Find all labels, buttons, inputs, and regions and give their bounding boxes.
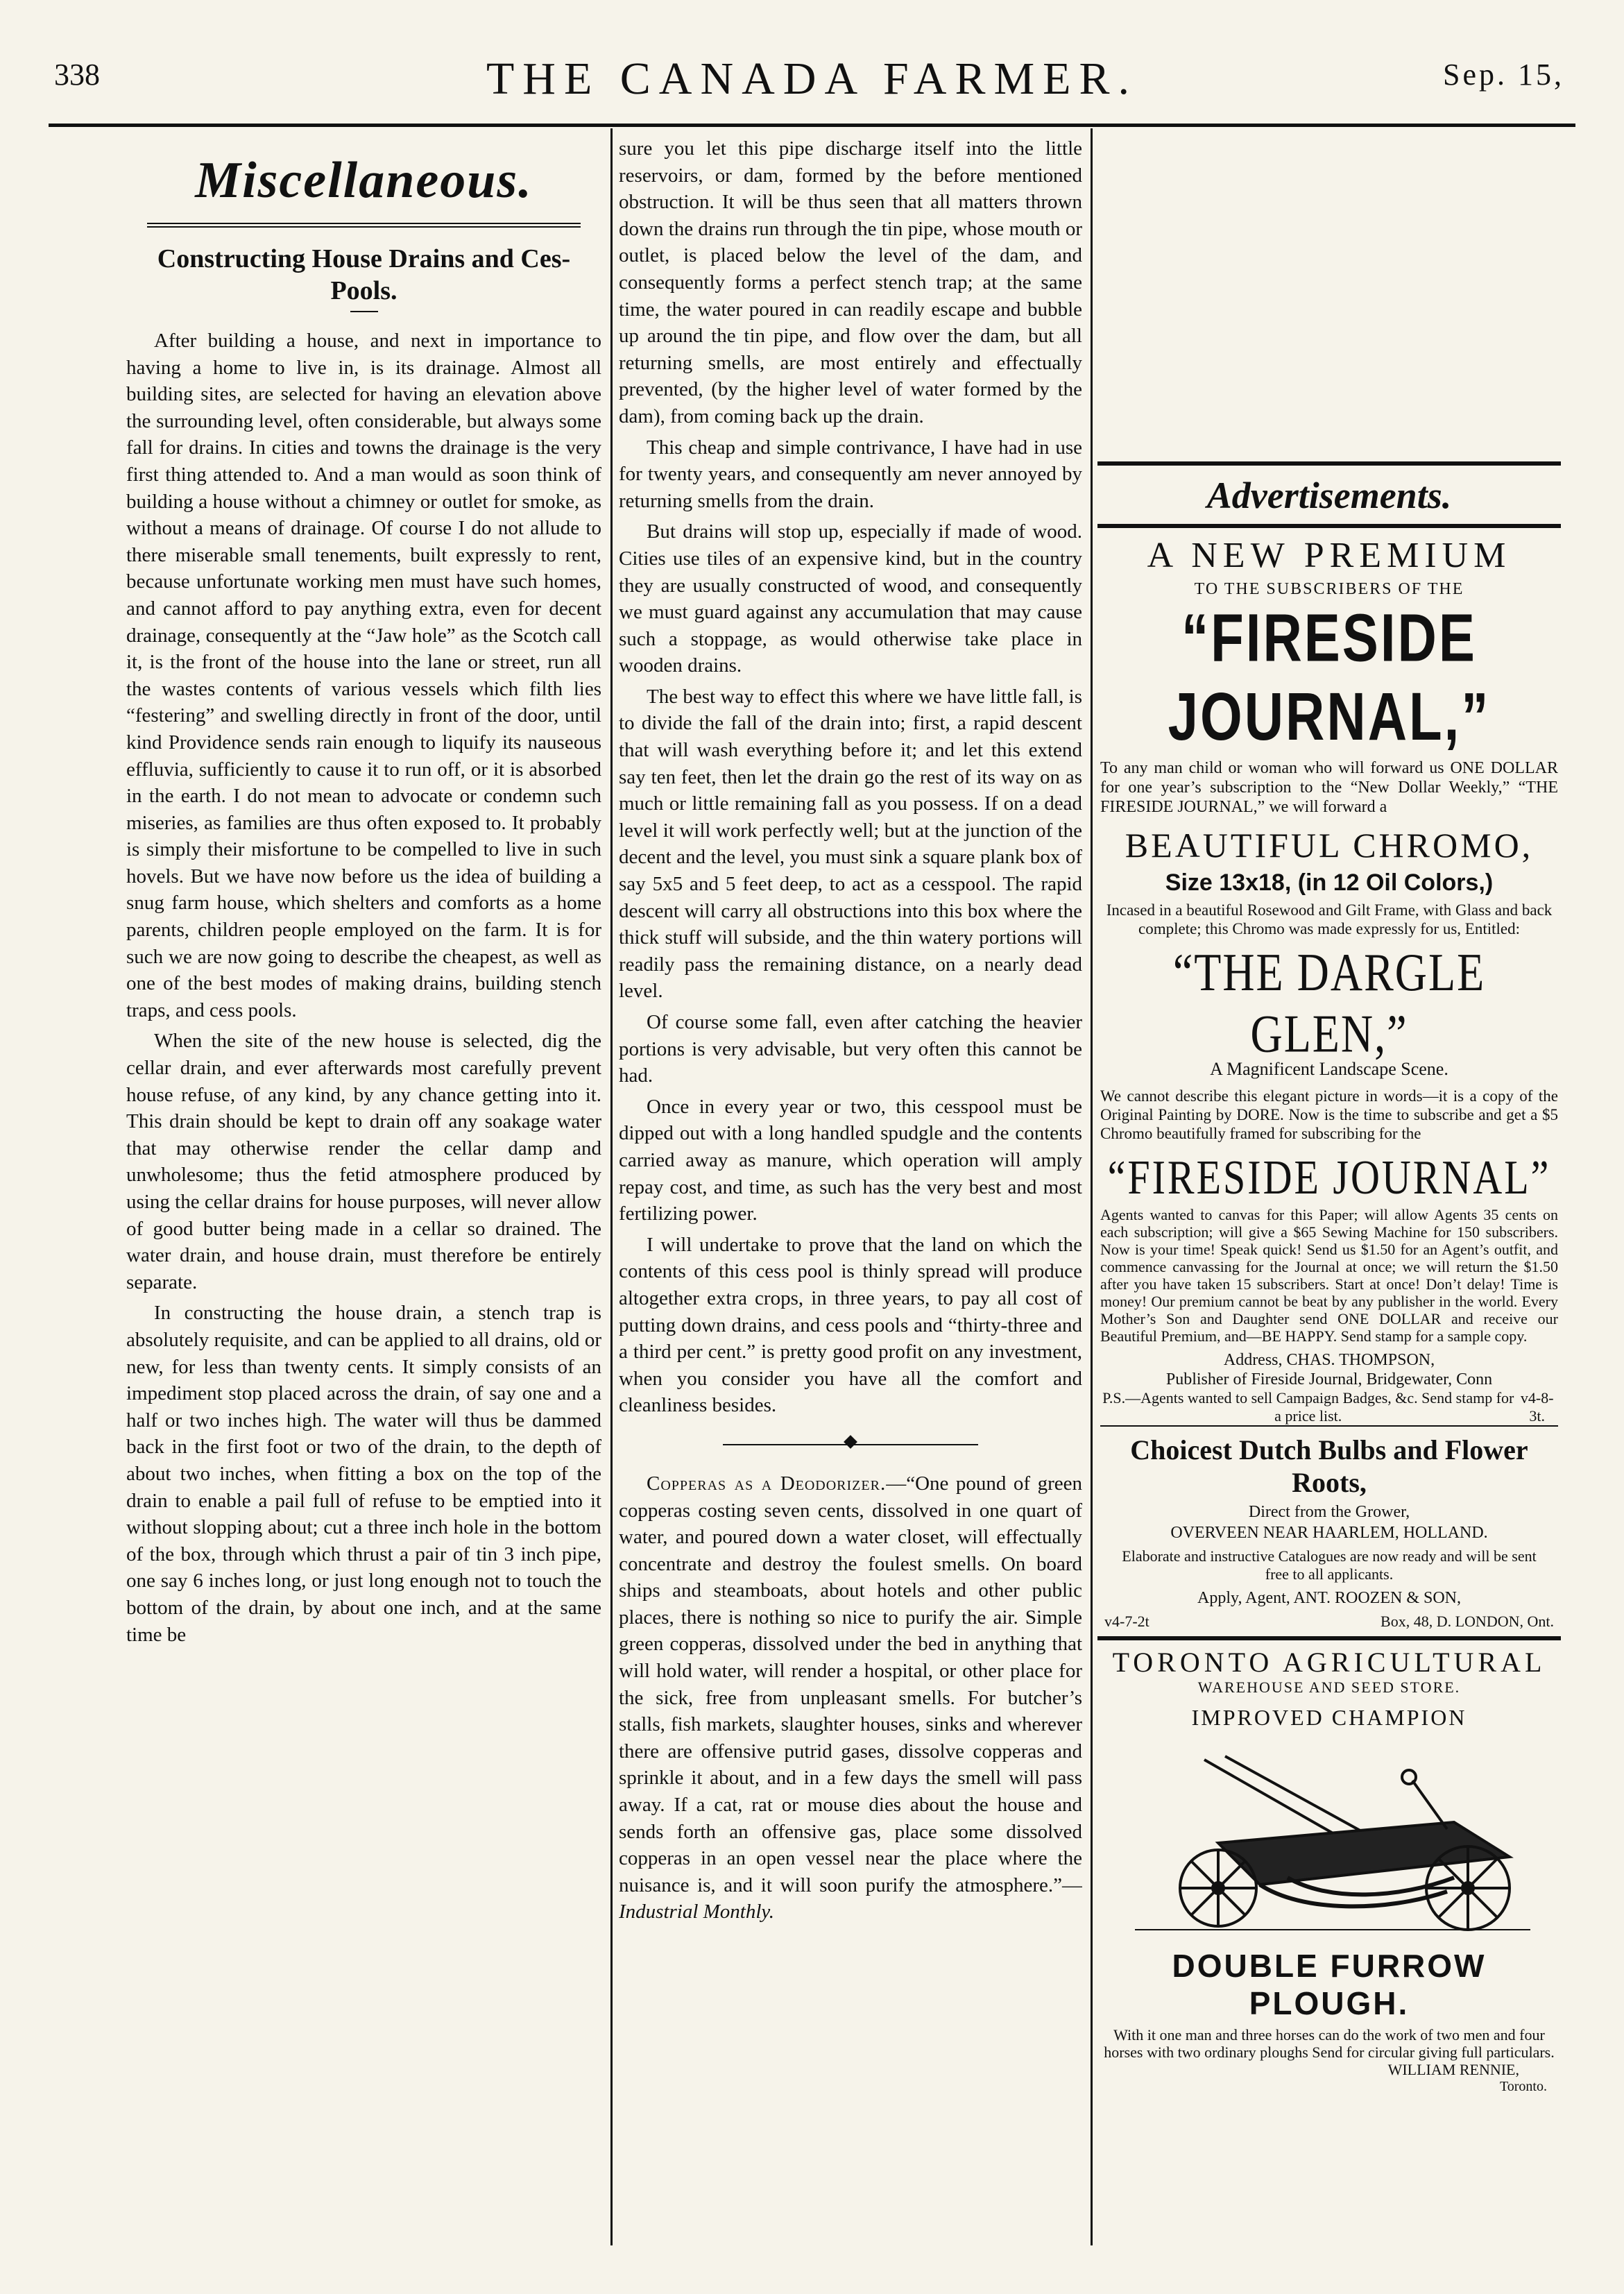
ad-line: Elaborate and instructive Catalogues are now ready and will be sent free to all applicants. [1122,1547,1537,1583]
ad-line: TO THE SUBSCRIBERS OF THE [1194,580,1464,598]
ad-code: v4-8-3t. [1520,1389,1554,1425]
ad-line: Incased in a beautiful Rosewood and Gilt Frame, with Glass and back complete; this Chromo was made expressly for us, Entitled: [1106,901,1553,937]
ad-dutch-bulbs [1097,1434,1561,1631]
column-2 [619,135,1082,2252]
section-title: Miscellaneous. [195,152,533,209]
ads-heading: Advertisements. [1206,475,1452,516]
ad-address: Box, 48, D. LONDON, Ont. [1381,1613,1554,1630]
copperas-lead: Copperas as a Deodorizer. [647,1472,887,1495]
ad-plough [1097,1646,1561,2095]
ad-line: Direct from the Grower, [1248,1503,1410,1521]
ad-line: WILLIAM RENNIE, [1387,2061,1519,2078]
ad-line: Choicest Dutch Bulbs and Flower Roots, [1130,1434,1528,1498]
ads-heading-rule [1097,524,1561,528]
ad-line: To any man child or woman who will forward us ONE DOLLAR for one year’s subscription to the “New Dollar Weekly,” “THE FIRESIDE JOURNAL,” we will forward a [1100,759,1558,816]
ad-line: OVERVEEN NEAR HAARLEM, HOLLAND. [1170,1524,1488,1542]
copperas-source: Industrial Monthly. [619,1901,774,1923]
article-paragraph: sure you let this pipe discharge itself into the little reservoirs, or dam, formed by the before mentioned obstruction. It will be thus seen that all matters thrown down the drains run through the tin pipe, whose mouth or outlet, is placed below the level of the dam, and consequently forms a perfect stench trap; at the same time, the water poured in can readily escape and bubble up around the tin pipe, and flow over the dam, but all returning smells, are most entirely and effectually prevented, (by the higher level of water formed by the dam), from coming back up the drain. [619,137,1082,427]
article-paragraph: The best way to effect this where we have little fall, is to divide the fall of the drain into; first, a rapid descent that will wash everything before it; and let this extend say ten feet, then let the drain go the rest of its way on as much or little remaining fall as you possess. If on a dead level it will work perfectly well; but at the junction of the decent and the level, you must sink a square plank box of say 5x5 and 5 feet deep, to act as a cesspool. The rapid descent will carry all obstructions into this box where the thick stuff will subside, and the thin watery portions will readily pass the remaining distance, on a nearly dead level. [619,685,1082,1003]
ad-line: A Magnificent Landscape Scene. [1210,1059,1448,1079]
short-rule [350,311,378,312]
ornament-rule [619,1434,1082,1455]
copperas-paragraph [619,1470,1082,1926]
ad-line: Address, CHAS. THOMPSON, [1223,1351,1435,1369]
column-1 [126,139,601,2252]
ad-line: DOUBLE FURROW PLOUGH. [1172,1948,1487,2021]
article-paragraph: When the site of the new house is selected, dig the cellar drain, and ever afterwards most carefully prevent house refuse, of any kind, by any chance getting into it. This drain should be kept to drain off any soakage water that may otherwise render the cellar damp and unwholesome; thus the fetid atmosphere produced by using the cellar drains for house purposes, will never allow of good butter being made in a cellar so drained. The water drain, and house drain, must therefore be entirely separate. [126,1030,601,1293]
copperas-text: —“One pound of green copperas costing seven cents, dissolved in one quart of water, and poured down a water closet, will effectually concentrate and destroy the foulest smells. On board ships and steamboats, about hotels and other public places, there is nothing so nice to purify the air. Simple green copperas, dissolved under the bed in anything that will hold water, will render a hospital, or other place for the sick, free from unpleasant smells. For butcher’s stalls, fish markets, slaughter houses, sinks and wherever there are offensive putrid gases, dissolve copperas and sprinkle it about, and in a few days the smell will pass away. If a cat, rat or mouse dies about the house and sends forth an offensive gas, place some dissolved copperas in an open vessel near the place where the nuisance is, and it will soon purify the atmosphere.”— [619,1472,1082,1896]
ad-line: WAREHOUSE AND SEED STORE. [1197,1679,1461,1696]
article-paragraph: Of course some fall, even after catching the heavier portions is very advisable, but very often this cannot be had. [619,1011,1082,1087]
ad-line: Publisher of Fireside Journal, Bridgewater, Conn [1165,1370,1493,1388]
ad-line: Toronto. [1499,2079,1547,2094]
column-rule-2 [1091,128,1093,2245]
article-paragraph: But drains will stop up, especially if made of wood. Cities use tiles of an expensive kind, but in the country they are usually constructed of wood, and consequently we must guard against any accumulation that may cause such a stoppage, as would otherwise take place in wooden drains. [619,520,1082,677]
ad-line: “THE DARGLE GLEN,” [1172,942,1486,1064]
page-number: 338 [54,58,100,92]
ad-line [1100,1389,1558,1427]
column-3 [1097,135,1561,2266]
article-paragraph: I will undertake to prove that the land on which the contents of this cess pool is thinly spread will produce altogether extra crops, in three years, to pay all cost of putting down drains, and cess pools and “thirty-three and a third per cent.” is pretty good profit on any investment, when you consider you have all the comfort and cleanliness besides. [619,1233,1082,1417]
page-header [0,53,1624,112]
article-paragraph: After building a house, and next in importance to having a home to live in, is its drainage. Almost all building sites, are selected for having an elevation above the surrounding level, often considerable, but always some fall for drains. In cities and towns the drainage is the very first thing attended to. And a man would as soon think of building a house without a chimney or outlet for smoke, as without a means of drainage. Of course I do not allude to there miserable small tenements, built expressly to rent, because unfortunate working men must have such homes, and cannot afford to pay anything extra, even for decent drainage, consequently at the “Jaw hole” as the Scotch call it, is the front of the house into the lane or street, run all the wastes contents of various vessels which filth lies “festering” and swelling directly in front of the door, until kind Providence sends rain enough to liquify its nauseous effluvia, sufficiently to cause it to run off, or it is absorbed in the earth. I do not mean to advocate or condemn such miseries, as families are thus often exposed to. It probably is simply their misfortune to be compelled to live in such hovels. But we have now before us the idea of building a snug farm house, which shelters and comforts as a home parents, children people employed on the farm. It is for such we are now going to describe the cheapest, as well as one of the best modes of making drains, building stench traps, and cess pools. [126,330,601,1021]
masthead-title: THE CANADA FARMER. [486,53,1138,104]
ad-line: Agents wanted to canvas for this Paper; will allow Agents 35 cents on each subscription; will give a $65 Sewing Machine for 150 subscribers. Now is your time! Speak quick! Send us $1.50 for an Agent’s outfit, and commence canvassing for the Journal at once; we will return the $1.50 after you have taken 15 subscribers. Start at once! Don’t delay! Time is money! Our premium cannot be beat by any publisher in the world. Every Mother’s Son and Daughter send ONE DOLLAR and receive our Beautiful Premium, and—BE HAPPY. Send stamp for a sample copy. [1100,1206,1558,1345]
ad-line: A NEW PREMIUM [1147,536,1512,575]
ad-divider [1097,1636,1561,1640]
article-paragraph: This cheap and simple contrivance, I have had in use for twenty years, and consequently am never annoyed by returning smells from the drain. [619,436,1082,512]
header-rule [49,124,1575,127]
ad-code: v4-7-2t [1104,1613,1149,1630]
double-rule [147,223,581,228]
ad-line: BEAUTIFUL CHROMO, [1125,826,1534,865]
ad-ps: P.S.—Agents wanted to sell Campaign Badges, &c. Send stamp for a price list. [1102,1389,1514,1425]
article-paragraph: Once in every year or two, this cesspool must be dipped out with a long handled spudgle and the contents carried away as manure, which operation will amply repay cost, and time, as such has the very best and most fertilizing power. [619,1095,1082,1225]
ad-line: Size 13x18, (in 12 Oil Colors,) [1165,869,1494,896]
ads-top-rule [1097,461,1561,466]
article-title: Constructing House Drains and Ces-Pools. [157,244,571,305]
ad-line [1104,1613,1554,1631]
ad-line: With it one man and three horses can do the work of two men and four horses with two ordinary ploughs Send for circular giving full particulars. [1104,2026,1555,2061]
ad-fireside-journal [1097,535,1561,1427]
ad-line: “FIRESIDE JOURNAL” [1107,1150,1551,1205]
ad-line: IMPROVED CHAMPION [1191,1705,1467,1730]
article-paragraph: In constructing the house drain, a stench trap is absolutely requisite, and can be applied to all drains, old or new, for less than twenty cents. It simply consists of an impediment stop placed across the drain, of say one and a half or two inches high. The water will thus be dammed back in the first foot or two of the drain, to the depth of about two inches, when fitting a box on the top of the drain to enable a pail full of refuse to be emptied into it without slopping about; cut a three inch hole in the bottom of the box, through which thrust a pair of tin 3 inch pipe, one say 6 inches long, or just long enough not to touch the bottom of the drain, by about one inch, and at the same time be [126,1302,601,1646]
ad-line: We cannot describe this elegant picture in words—it is a copy of the Original Painting by DORE. Now is the time to subscribe and get a $5 Chromo beautifully framed for subscribing for the [1100,1087,1558,1142]
ad-line: Apply, Agent, ANT. ROOZEN & SON, [1197,1589,1461,1607]
ad-line: “FIRESIDE JOURNAL,” [1168,599,1491,755]
ad-line: TORONTO AGRICULTURAL [1112,1647,1546,1678]
column-rule-1 [610,128,613,2245]
plough-illustration [1121,1739,1537,1940]
issue-date: Sep. 15, [1443,58,1564,92]
